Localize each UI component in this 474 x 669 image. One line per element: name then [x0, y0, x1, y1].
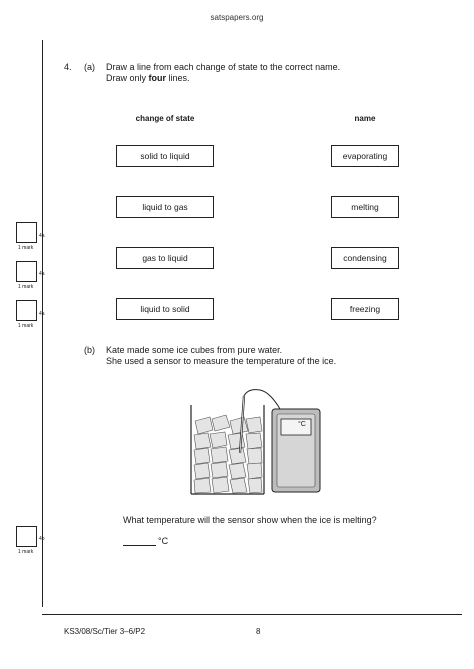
mark-label: 1 mark	[18, 284, 34, 290]
page-number: 8	[256, 627, 261, 636]
mark-label: 1 mark	[18, 245, 34, 251]
site-header: satspapers.org	[210, 13, 264, 22]
mark-code: 4a	[39, 233, 45, 239]
answer-input-line[interactable]	[123, 536, 156, 546]
part-a-line1: Draw a line from each change of state to the correct name.	[106, 62, 341, 72]
part-b-line1: Kate made some ice cubes from pure water.	[106, 345, 283, 355]
mark-box-4b[interactable]	[16, 526, 37, 547]
change-box-2[interactable]: liquid to gas	[116, 196, 214, 218]
name-box-4[interactable]: freezing	[331, 298, 399, 320]
part-b-question: What temperature will the sensor show when the ice is melting?	[123, 515, 377, 525]
ice-sensor-illustration	[188, 387, 328, 497]
mark-code: 4a	[39, 271, 45, 277]
column-header-change-of-state: change of state	[135, 114, 195, 123]
part-b-intro	[106, 345, 336, 367]
line2-prefix: Draw only	[106, 73, 147, 83]
change-box-4[interactable]: liquid to solid	[116, 298, 214, 320]
mark-box-4a-3[interactable]	[16, 300, 37, 321]
mark-box-4a-1[interactable]	[16, 222, 37, 243]
mark-code: 4b	[39, 536, 45, 542]
name-box-3[interactable]: condensing	[331, 247, 399, 269]
mark-box-4a-2[interactable]	[16, 261, 37, 282]
part-a-instructions	[106, 62, 340, 84]
change-box-3[interactable]: gas to liquid	[116, 247, 214, 269]
name-box-1[interactable]: evaporating	[331, 145, 399, 167]
footer-code: KS3/08/Sc/Tier 3–6/P2	[64, 627, 146, 636]
part-a-letter: (a)	[84, 62, 95, 72]
column-header-name: name	[354, 114, 376, 123]
mark-label: 1 mark	[18, 549, 34, 555]
part-b-letter: (b)	[84, 345, 95, 355]
mark-label: 1 mark	[18, 323, 34, 329]
answer-area	[123, 536, 168, 546]
part-b-line2: She used a sensor to measure the temperature of the ice.	[106, 356, 337, 366]
footer-rule	[42, 614, 462, 615]
line2-suffix: lines.	[168, 73, 190, 83]
sensor-display-unit: °C	[298, 421, 306, 428]
part-a-line2	[106, 73, 340, 84]
answer-unit: °C	[158, 536, 169, 546]
name-box-2[interactable]: melting	[331, 196, 399, 218]
margin-rule	[42, 40, 43, 607]
line2-bold: four	[148, 73, 167, 83]
question-number: 4.	[64, 62, 72, 72]
change-box-1[interactable]: solid to liquid	[116, 145, 214, 167]
mark-code: 4a	[39, 311, 45, 317]
